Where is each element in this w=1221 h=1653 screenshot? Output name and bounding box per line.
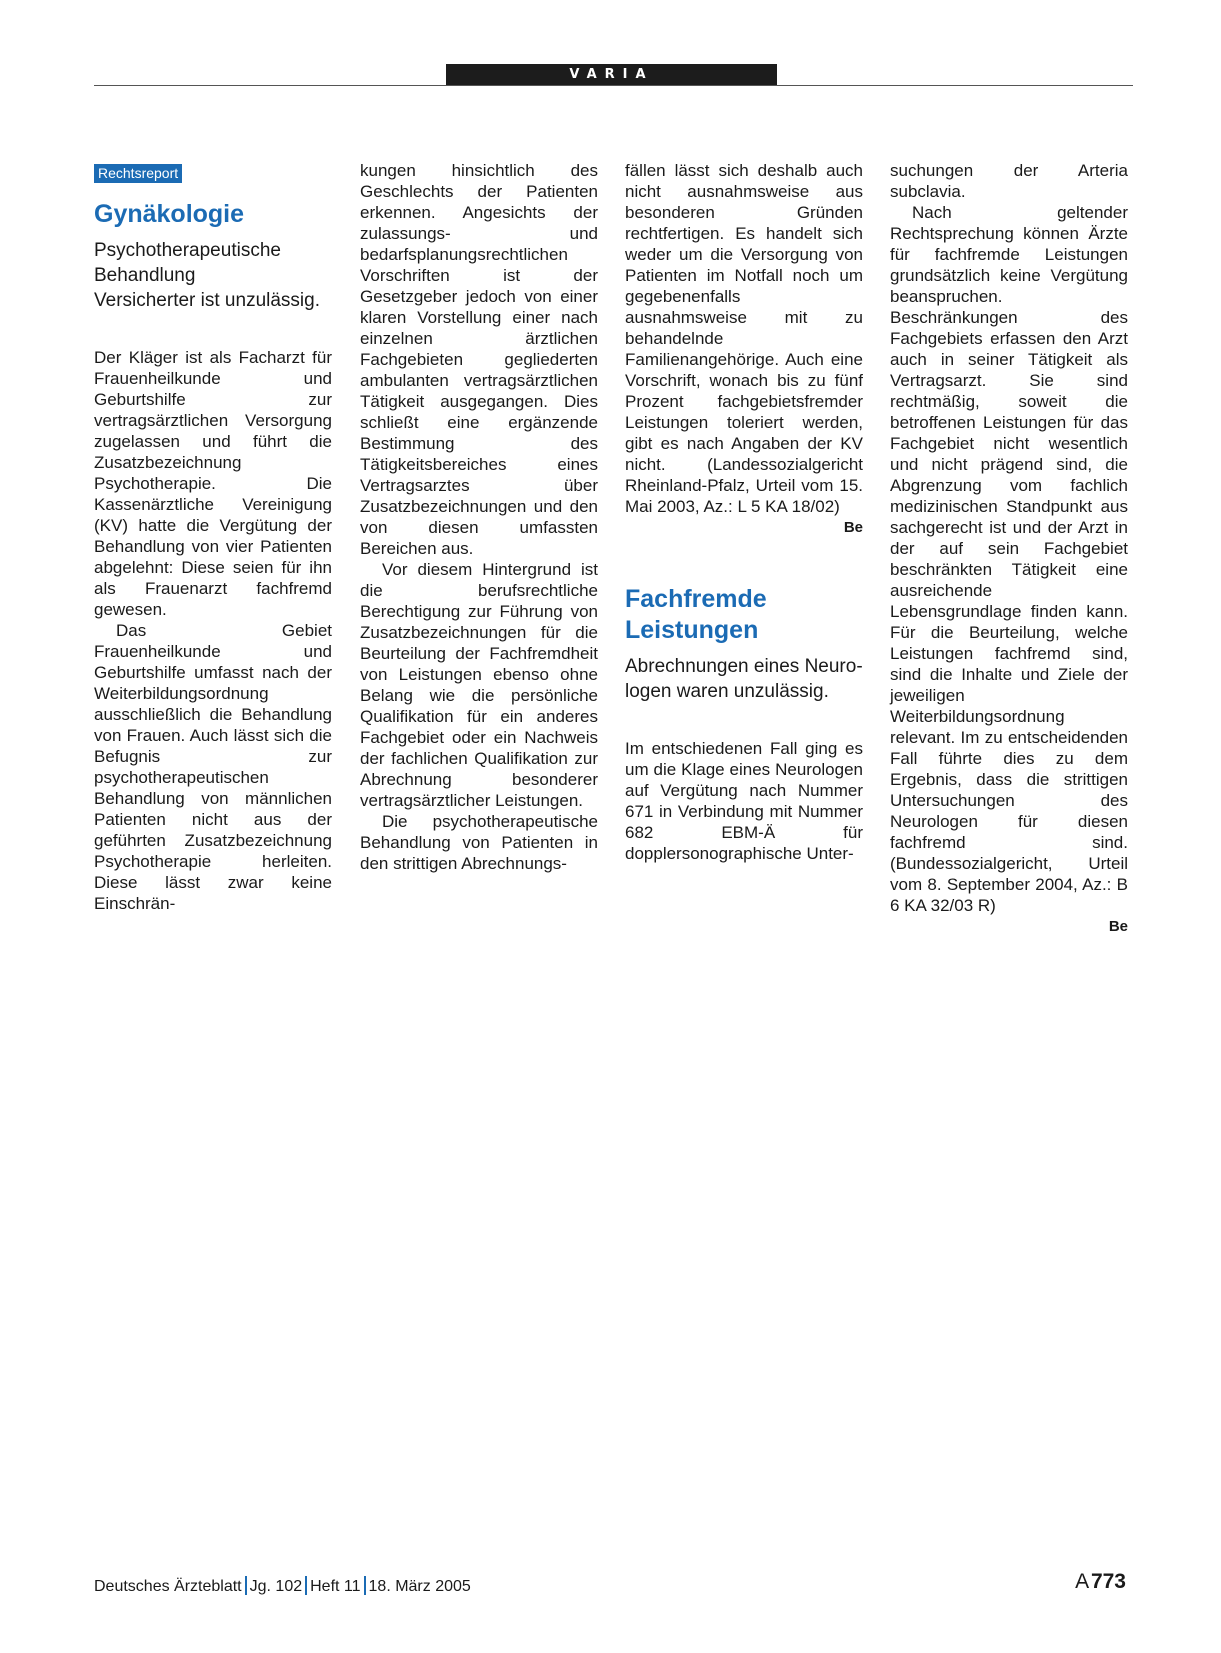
page-number <box>1075 1570 1126 1594</box>
body-paragraph: Die psychotherapeutische Behandlung von Patienten in den strittigen Abrechnungs- <box>360 812 598 873</box>
column-4 <box>890 160 1128 937</box>
body-paragraph: suchungen der Arteria subclavia. <box>890 161 1128 201</box>
section-banner: VARIA <box>446 64 777 85</box>
article-title: Gynäkologie <box>94 200 245 228</box>
body-paragraph: kungen hinsichtlich des Geschlechts der Patienten erkennen. Angesichts der zulassungs- und bedarfsplanungsrechtlichen Vorschriften ist der Gesetzgeber jedoch von einer klaren Vorstellung einer nach einzelnen ärztlichen Fachgebieten gegliederten ambulanten vertragsärztlichen Tätigkeit ausgegangen. Dies schließt eine ergänzende Bestimmung des Tätigkeitsbereiches eines Vertragsarztes über Zusatzbezeichnungen und den von diesen umfassten Bereichen aus. <box>360 161 598 558</box>
journal-volume: Jg. 102 <box>249 1578 303 1595</box>
subtitle-line: logen waren unzulässig. <box>625 681 829 702</box>
subtitle-line: Behandlung <box>94 265 196 286</box>
title-line: Leistungen <box>625 616 759 644</box>
body-paragraph: Der Kläger ist als Facharzt für Frauenheilkunde und Geburtshilfe zur vertragsärztlichen Versorgung zugelassen und führt die Zusatzbezeichnung Psychotherapie. Die Kassenärztliche Vereinigung (KV) hatte die Vergütung der Behandlung von vier Patienten abgelehnt: Diese seien für ihn als Frauenarzt fachfremd gewesen. <box>94 348 332 619</box>
subtitle-line: Versicherter ist unzulässig. <box>94 290 320 311</box>
article-subtitle <box>625 654 863 704</box>
column-2 <box>360 160 598 874</box>
body-paragraph: fällen lässt sich deshalb auch nicht ausnahmsweise aus besonderen Gründen rechtfertigen. Es handelt sich weder um die Versorgung von Patienten im Notfall noch um gegebenenfalls ausnahmsweise mit zu behandelnde Familienangehörige. Auch eine Vorschrift, wonach bis zu fünf Prozent fachgebietsfremder Leistungen toleriert werden, gibt es nach Angaben der KV nicht. (Landessozialgericht Rheinland-Pfalz, Urteil vom 15. Mai 2003, Az.: L 5 KA 18/02) <box>625 161 863 516</box>
footer-separator <box>305 1576 307 1595</box>
column-3 <box>625 160 863 864</box>
article-subtitle <box>94 238 332 313</box>
author-signature: Be <box>1108 918 1128 935</box>
header-rule <box>94 85 1133 86</box>
subtitle-line: Abrechnungen eines Neuro- <box>625 656 863 677</box>
author-signature: Be <box>843 519 863 536</box>
body-paragraph: Das Gebiet Frauenheilkunde und Geburtshilfe umfasst nach der Weiterbildungsordnung ausschließlich die Behandlung von Frauen. Auch lässt sich die Befugnis zur psychotherapeutischen Behandlung von männlichen Patienten nicht aus der geführten Zusatzbezeichnung Psychotherapie herleiten. Diese lässt zwar keine Einschrän- <box>94 621 332 913</box>
journal-issue: Heft 11 <box>310 1578 361 1595</box>
footer-separator <box>245 1576 247 1595</box>
subtitle-line: Psychotherapeutische <box>94 240 281 261</box>
body-paragraph: Nach geltender Rechtsprechung können Ärzte für fachfremde Leistungen grundsätzlich keine Vergütung beanspruchen. Beschränkungen des Fachgebiets erfassen den Arzt auch in seiner Tätigkeit als Vertragsarzt. Sie sind rechtmäßig, soweit die betroffenen Leistungen für das Fachgebiet nicht wesentlich und nicht prägend sind, die Abgrenzung vom fachlich medizinischen Standpunkt aus sachgerecht ist und der Arzt in der auf sein Fachgebiet beschränkten Tätigkeit eine ausreichende Lebensgrundlage finden kann. Für die Beurteilung, welche Leistungen fachfremd sind, sind die Inhalte und Ziele der jeweiligen Weiterbildungsordnung relevant. Im zu entscheidenden Fall führte dies zu dem Ergebnis, dass die strittigen Untersuchungen des Neurologen für diesen fachfremd sind. (Bundessozialgericht, Urteil vom 8. September 2004, Az.: B 6 KA 32/03 R) <box>890 203 1128 915</box>
page-prefix: A <box>1075 1570 1090 1593</box>
journal-date: 18. März 2005 <box>368 1578 471 1595</box>
journal-name: Deutsches Ärzteblatt <box>94 1578 242 1595</box>
page-number-value: 773 <box>1090 1570 1126 1593</box>
category-tag: Rechtsreport <box>94 164 182 183</box>
title-line: Fachfremde <box>625 585 767 613</box>
article-title <box>625 584 863 646</box>
body-paragraph: Im entschiedenen Fall ging es um die Klage eines Neurologen auf Vergütung nach Nummer 671 in Verbindung mit Nummer 682 EBM-Ä für dopplersonographische Unter- <box>625 739 863 863</box>
footer-separator <box>364 1576 366 1595</box>
column-1 <box>94 160 332 914</box>
footer-citation <box>94 1576 471 1596</box>
body-paragraph: Vor diesem Hintergrund ist die berufsrechtliche Berechtigung zur Führung von Zusatzbezeichnungen für die Beurteilung der Fachfremdheit von Leistungen ebenso ohne Belang wie die persönliche Qualifikation für ein anderes Fachgebiet oder ein Nachweis der fachlichen Qualifikation zur Abrechnung besonderer vertragsärztlicher Leistungen. <box>360 560 598 810</box>
